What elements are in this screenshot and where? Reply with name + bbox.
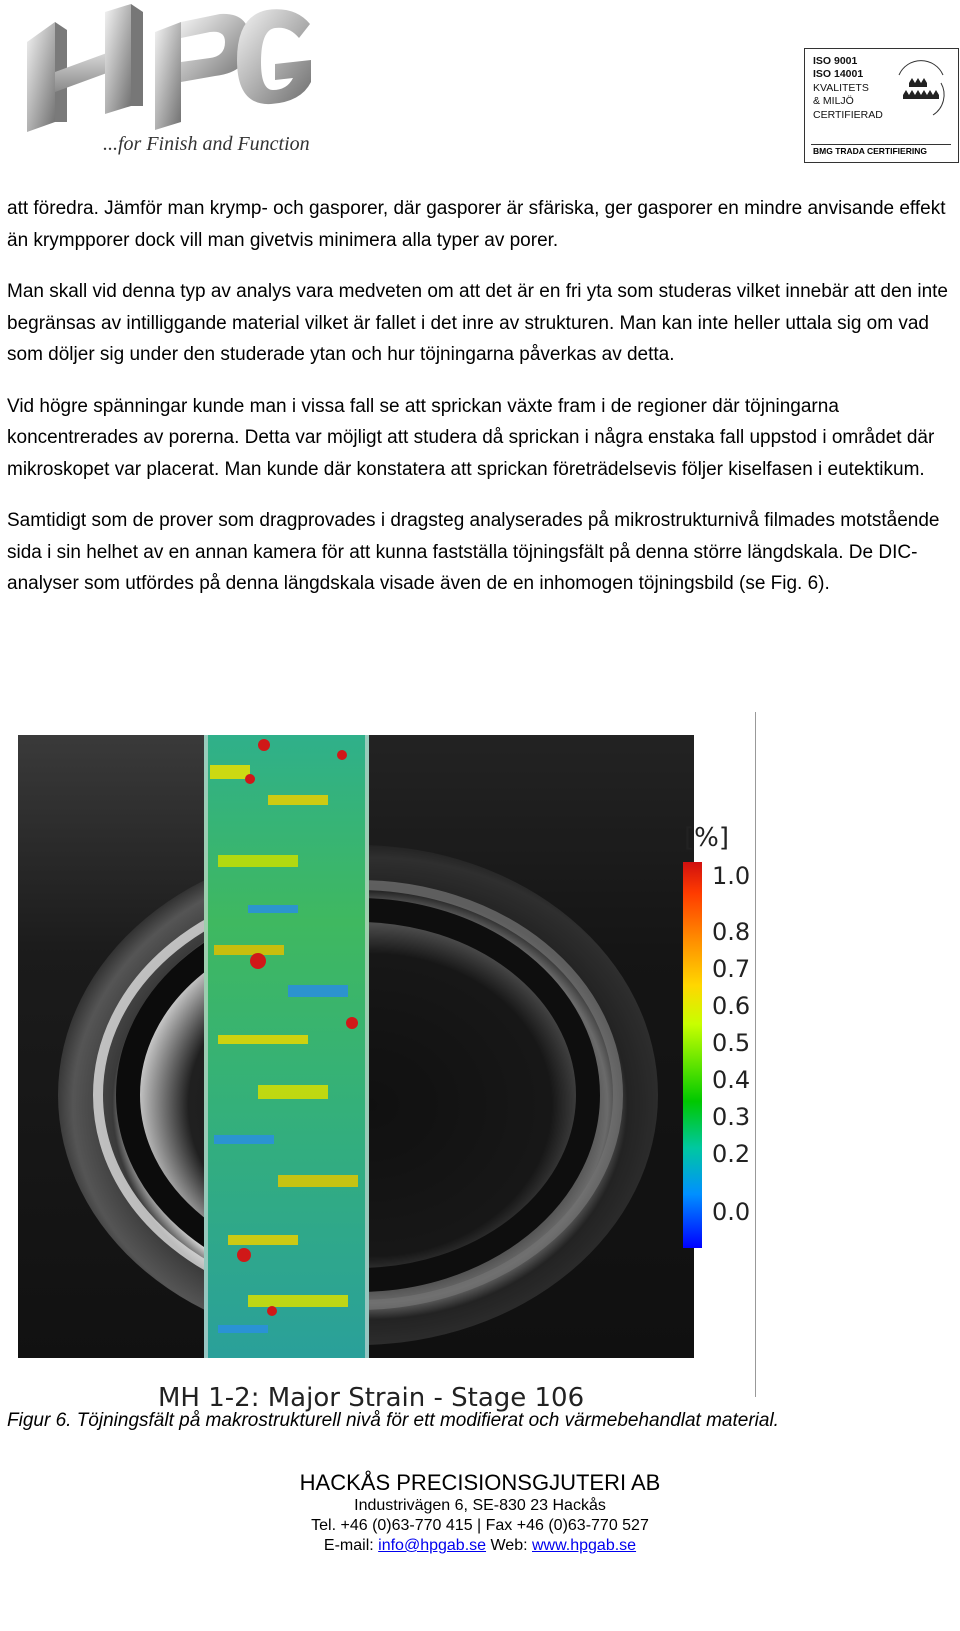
hpg-logo [5, 2, 335, 162]
dic-strain-photo [18, 735, 694, 1358]
page-footer [0, 1470, 960, 1556]
legend-tick: 0.4 [712, 1066, 751, 1094]
email-link[interactable]: info@hpgab.se [378, 1537, 487, 1554]
legend-tick: 0.7 [712, 955, 751, 983]
figure-divider [755, 712, 756, 1397]
legend-tick: 0.8 [712, 918, 751, 946]
swedac-seal-icon [891, 53, 951, 123]
web-label: Web: [490, 1537, 528, 1554]
cert-line: KVALITETS [813, 82, 869, 94]
figure-title: MH 1-2: Major Strain - Stage 106 [158, 1383, 585, 1413]
cert-line: CERTIFIERAD [813, 109, 883, 121]
legend-tick: 0.3 [712, 1103, 751, 1131]
footer-company: HACKÅS PRECISIONSGJUTERI AB [299, 1470, 661, 1495]
page-header [0, 0, 960, 175]
legend-tick: 0.6 [712, 992, 751, 1020]
web-link[interactable]: www.hpgab.se [532, 1537, 637, 1554]
paragraph: Vid högre spänningar kunde man i vissa fall se att sprickan växte fram i de regioner där töjningarna koncentrerades av porerna. Detta var möjligt att studera då sprickan i några enstaka fall uppstod i området där mikroskopet var placerat. Man kunde där konstatera att sprickan företrädelsevis följer kiselfasen i eutektikum. [7, 395, 935, 480]
legend-tick: 0.5 [712, 1029, 751, 1057]
figure-caption: Figur 6. Töjningsfält på makrostrukturell nivå för ett modifierat och värmebehandlat material. [7, 1410, 779, 1431]
cert-line: ISO 14001 [813, 68, 864, 80]
strain-figure [18, 735, 778, 1455]
paragraph: Samtidigt som de prover som dragprovades i dragsteg analyserades på mikrostrukturnivå filmades motstående sida i sin helhet av en annan kamera för att kunna fastställa töjningsfält på denna större längdskala. De DIC-analyser som utfördes på denna längdskala visade även de en inhomogen töjningsbild (se Fig. 6). [7, 510, 940, 594]
email-label: E-mail: [323, 1537, 374, 1554]
footer-address: Industrivägen 6, SE-830 23 Hackås [354, 1497, 606, 1514]
footer-phone: Tel. +46 (0)63-770 415 | Fax +46 (0)63-770 527 [311, 1517, 649, 1534]
cert-line: & MILJÖ [813, 95, 854, 107]
logo-tagline: ...for Finish and Function [103, 133, 310, 155]
legend-tick: 0.2 [712, 1140, 751, 1168]
cert-line: ISO 9001 [813, 55, 858, 67]
strain-colorbar [683, 862, 702, 1248]
paragraph: Man skall vid denna typ av analys vara medveten om att det är en fri yta som studeras vilket innebär att den inte begränsas av intilliggande material vilket är fallet i det inre av strukturen. Man kan inte heller uttala sig om vad som döljer sig under den studerade ytan och hur töjningarna påverkas av detta. [7, 281, 948, 365]
certification-badge [804, 48, 959, 163]
body-text [7, 193, 952, 620]
legend-unit: [%] [684, 823, 729, 853]
legend-tick: 0.0 [712, 1198, 751, 1226]
footer-contact [0, 1536, 960, 1556]
paragraph: att föredra. Jämför man krymp- och gasporer, där gasporer är sfäriska, ger gasporer en mindre anvisande effekt än krympporer dock vill man givetvis minimera alla typer av porer. [7, 198, 946, 251]
legend-tick: 1.0 [712, 862, 751, 890]
cert-body: BMG TRADA CERTIFIERING [811, 144, 951, 156]
